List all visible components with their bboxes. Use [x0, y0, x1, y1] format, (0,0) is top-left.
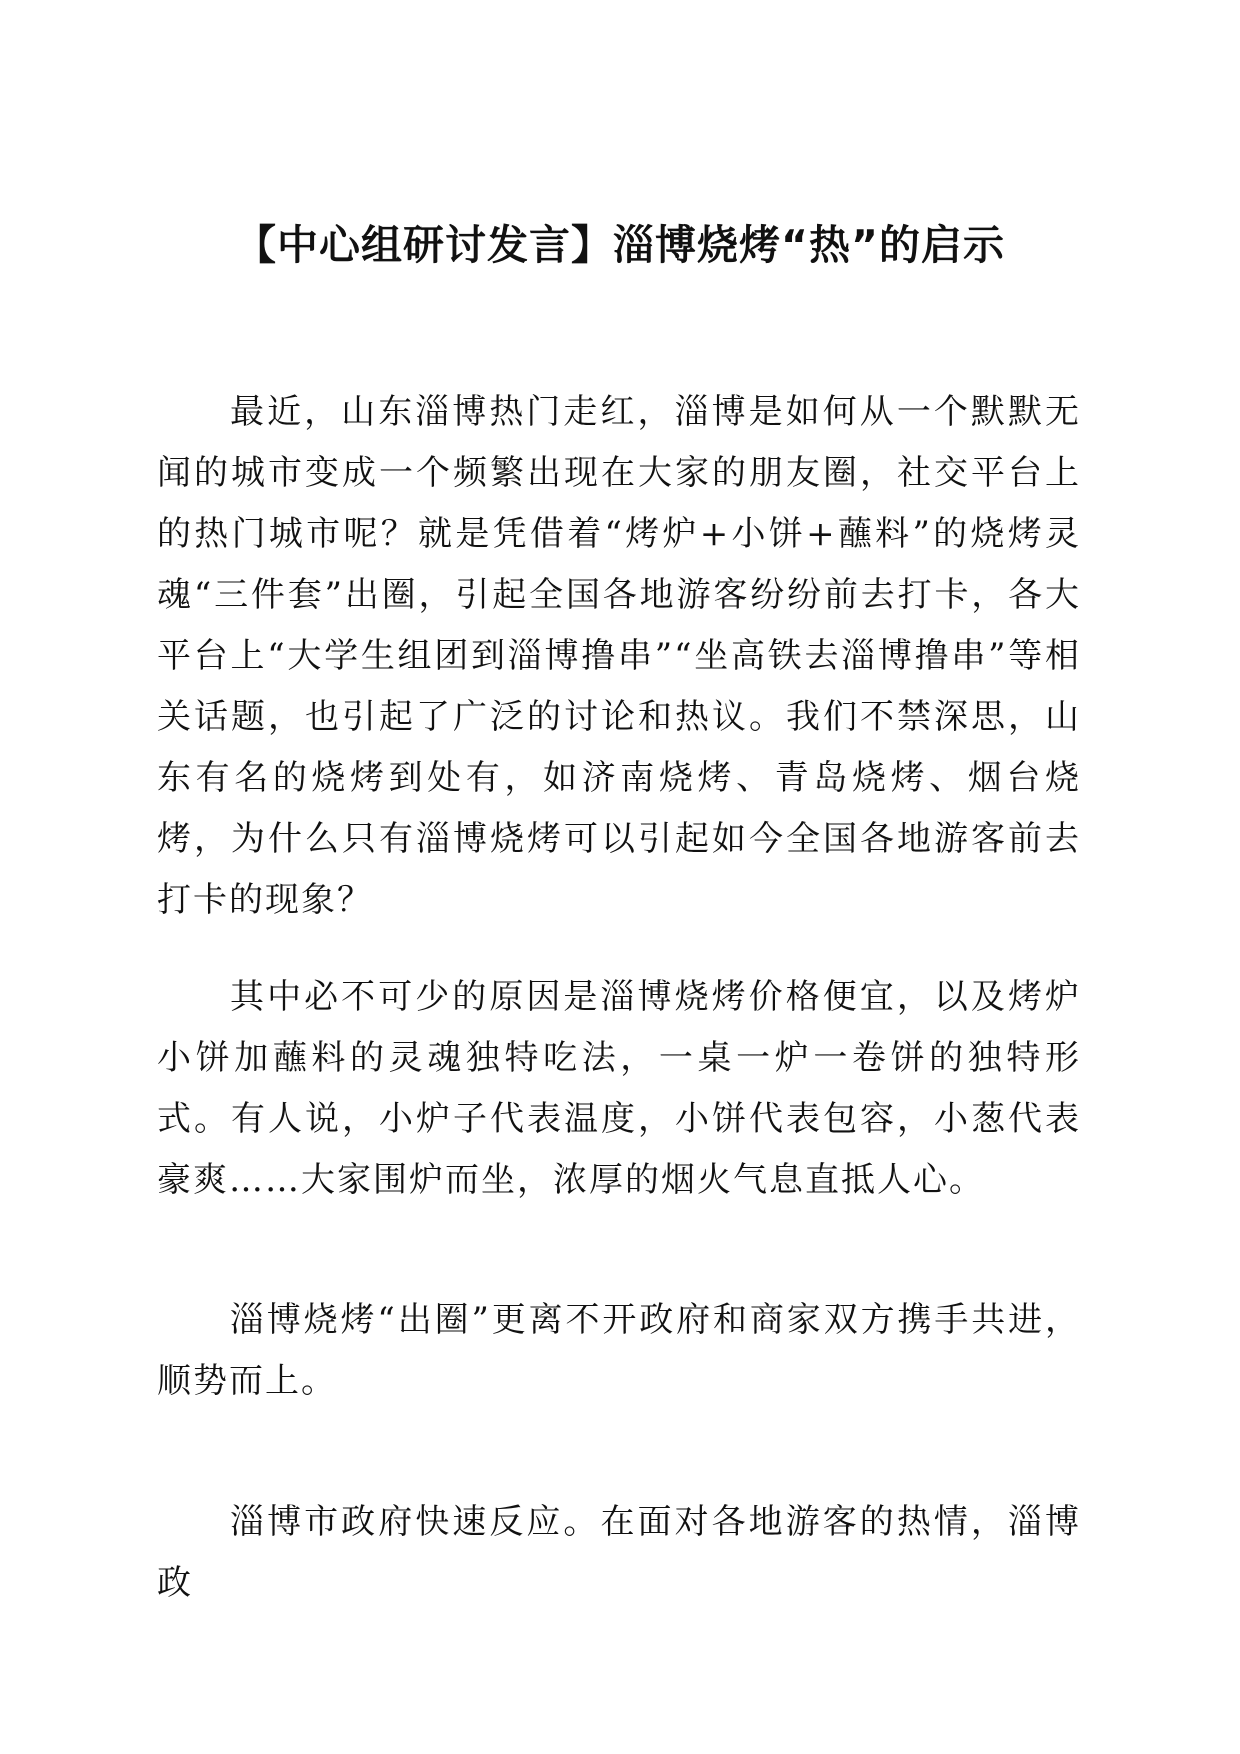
document-title: 【中心组研讨发言】淄博烧烤“热”的启示	[235, 221, 1005, 269]
paragraph-1-text: 最近，山东淄博热门走红，淄博是如何从一个默默无闻的城市变成一个频繁出现在大家的朋友圈，社交平台上的热门城市呢？就是凭借着“烤炉+小饼+蘸料”的烧烤灵魂“三件套”出圈，引起全国各地游客纷纷前去打卡，各大平台上“大学生组团到淄博撸串”“坐高铁去淄博撸串”等相关话题，也引起了广泛的讨论和热议。我们不禁深思，山东有名的烧烤到处有，如济南烧烤、青岛烧烤、烟台烧烤，为什么只有淄博烧烤可以引起如今全国各地游客前去打卡的现象？	[157, 392, 1081, 920]
paragraph-2	[157, 967, 1081, 1211]
paragraph-1	[157, 382, 1081, 931]
paragraph-3-text: 淄博烧烤“出圈”更离不开政府和商家双方携手共进，顺势而上。	[157, 1300, 1081, 1401]
paragraph-4	[157, 1492, 1081, 1603]
paragraph-4-text: 淄博市政府快速反应。在面对各地游客的热情，淄博政	[157, 1502, 1081, 1603]
paragraph-3	[157, 1290, 1081, 1412]
paragraph-2-text: 其中必不可少的原因是淄博烧烤价格便宜，以及烤炉小饼加蘸料的灵魂独特吃法，一桌一炉一卷饼的独特形式。有人说，小炉子代表温度，小饼代表包容，小葱代表豪爽……大家围炉而坐，浓厚的烟火气息直抵人心。	[157, 977, 1081, 1200]
